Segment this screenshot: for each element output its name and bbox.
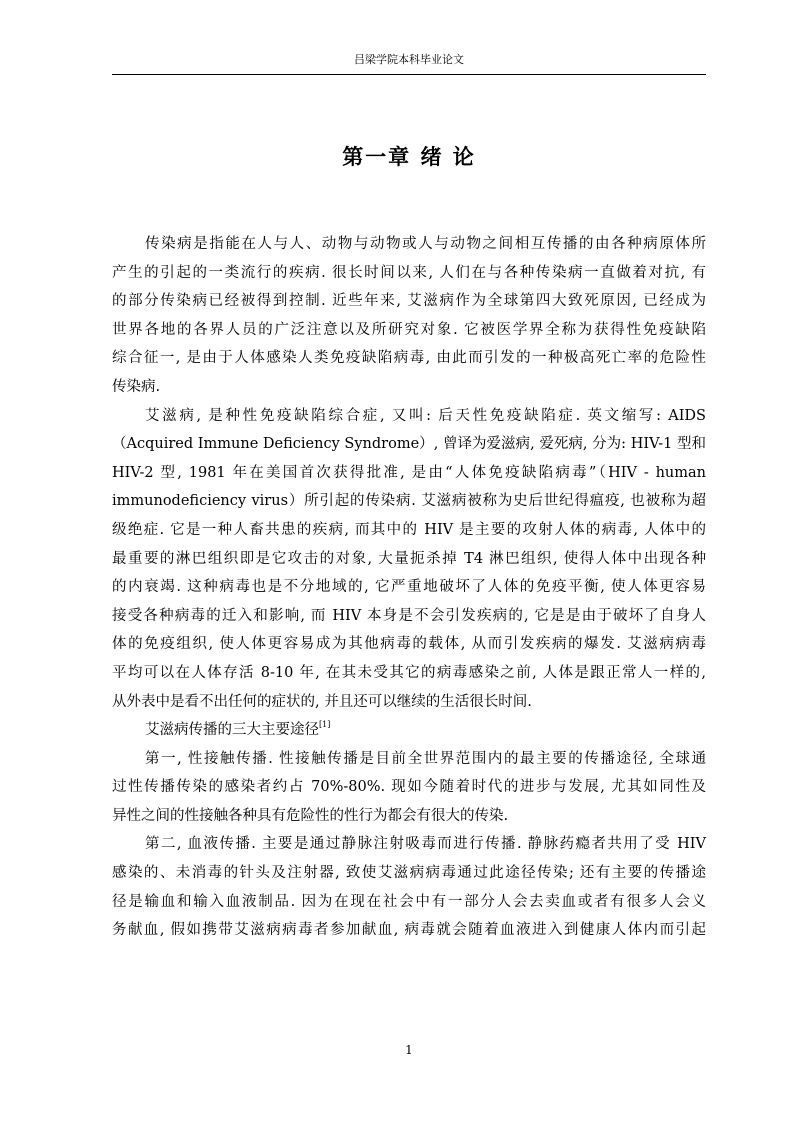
- text-line: 产生的引起的一类流行的疾病. 很长时间以来, 人们在与各种传染病一直做着对抗, 有: [112, 264, 706, 281]
- text-line: 的部分传染病已经被得到控制. 近些年来, 艾滋病作为全球第四大致死原因, 已经成为: [112, 293, 706, 310]
- text-line: 艾滋病, 是种性免疫缺陷综合症, 又叫: 后天性免疫缺陷症. 英文缩写: AIDS: [145, 407, 706, 424]
- text-line: 从外表中是看不出任何的症状的, 并且还可以继续的生活很长时间.: [112, 693, 532, 710]
- text-line: 级绝症. 它是一种人畜共患的疾病, 而其中的 HIV 是主要的攻射人体的病毒, 人体中的: [112, 521, 706, 538]
- text-line: 第一, 性接触传播. 性接触传播是目前全世界范围内的最主要的传播途径, 全球通: [145, 750, 706, 767]
- paragraph-aids-definition: [112, 402, 706, 717]
- text-line: 平均可以在人体存活 8-10 年, 在其未受其它的病毒感染之前, 人体是跟正常人一样的,: [112, 664, 706, 681]
- paragraph-blood-transmission: [112, 830, 706, 944]
- chapter-title: 第一章 绪 论: [342, 145, 476, 169]
- text-line: 体的免疫组织, 使人体更容易成为其他病毒的载体, 从而引发疾病的爆发. 艾滋病病毒: [112, 636, 706, 653]
- text-line: 综合征一, 是由于人体感染人类免疫缺陷病毒, 由此而引发的一种极高死亡率的危险性: [112, 350, 706, 367]
- text-line: [112, 716, 706, 745]
- body-text: [112, 230, 706, 945]
- page-header: [112, 52, 706, 75]
- text-line: 过性传播传染的感染者约占 70%-80%. 现如今随着时代的进步与发展, 尤其如同性及: [112, 779, 706, 796]
- paragraph-transmission-heading: [112, 716, 706, 745]
- citation-marker[interactable]: [1]: [319, 720, 331, 730]
- paragraph-intro: [112, 230, 706, 402]
- text-line: 异性之间的性接触各种具有危险性的性行为都会有很大的传染.: [112, 807, 509, 824]
- text-line: HIV-2 型, 1981 年在美国首次获得批准, 是由“人体免疫缺陷病毒”（HIV - human: [112, 464, 706, 481]
- paragraph-sexual-transmission: [112, 745, 706, 831]
- text-line: 务献血, 假如携带艾滋病病毒者参加献血, 病毒就会随着血液进入到健康人体内而引起: [112, 922, 706, 939]
- text-line: 世界各地的各界人员的广泛注意以及所研究对象. 它被医学界全称为获得性免疫缺陷: [112, 321, 706, 338]
- text-line: 传染病.: [112, 378, 161, 395]
- header-text: 吕梁学院本科毕业论文: [354, 53, 464, 66]
- text-line: 感染的、未消毒的针头及注射器, 致使艾滋病病毒通过此途径传染; 还有主要的传播途: [112, 865, 706, 882]
- page-number: 1: [405, 1043, 413, 1057]
- text-line: 传染病是指能在人与人、动物与动物或人与动物之间相互传播的由各种病原体所: [145, 236, 706, 252]
- text-line: 径是输血和输入血液制品. 因为在现在社会中有一部分人会去卖血或者有很多人会义: [112, 893, 706, 910]
- transmission-heading-text: 艾滋病传播的三大主要途径: [145, 722, 319, 739]
- text-line: 接受各种病毒的迁入和影响, 而 HIV 本身是不会引发疾病的, 它是是由于破坏了自身人: [112, 607, 706, 624]
- text-line: （Acquired Immune Deficiency Syndrome）, 曾译为爱滋病, 爱死病, 分为: HIV-1 型和: [112, 436, 706, 453]
- text-line: 最重要的淋巴组织即是它攻击的对象, 大量扼杀掉 T4 淋巴组织, 使得人体中出现各种: [112, 550, 706, 567]
- text-line: 的内衰竭. 这种病毒也是不分地域的, 它严重地破坏了人体的免疫平衡, 使人体更容易: [112, 579, 706, 596]
- text-line: 第二, 血液传播. 主要是通过静脉注射吸毒而进行传播. 静脉药瘾者共用了受 HIV: [145, 836, 706, 853]
- text-line: immunodeficiency virus）所引起的传染病. 艾滋病被称为史后世纪得瘟疫, 也被称为超: [112, 493, 706, 510]
